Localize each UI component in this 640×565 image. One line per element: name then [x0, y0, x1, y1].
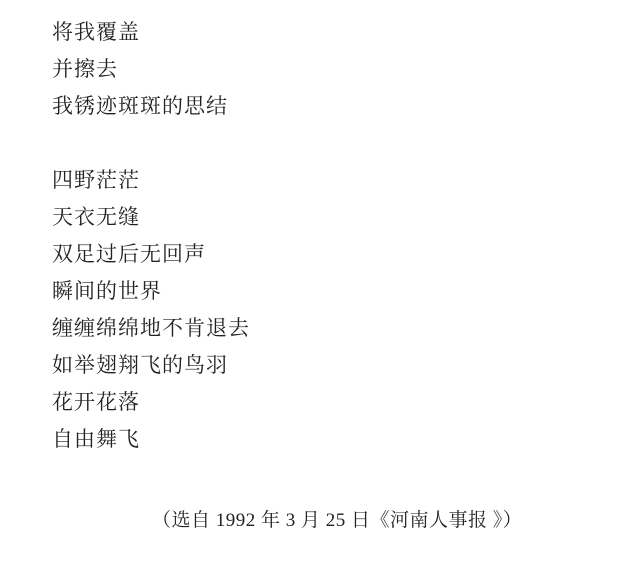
poem-line: 如举翅翔飞的鸟羽: [52, 353, 228, 377]
stanza-2: [52, 162, 600, 458]
source-attribution: （选自 1992 年 3 月 25 日《河南人事报 》）: [152, 510, 523, 531]
poem-line: 瞬间的世界: [52, 279, 162, 303]
poem-body: [52, 14, 600, 458]
poem-line: 花开花落: [52, 390, 140, 414]
poem-line: 双足过后无回声: [52, 242, 206, 266]
stanza-separator: [52, 125, 600, 162]
poem-line: 我锈迹斑斑的思结: [52, 94, 228, 118]
poem-line: 将我覆盖: [52, 20, 140, 44]
poem-line: 四野茫茫: [52, 168, 140, 192]
poem-line: 并擦去: [52, 57, 118, 81]
poem-line: 自由舞飞: [52, 427, 140, 451]
poem-line: 缠缠绵绵地不肯退去: [52, 316, 250, 340]
stanza-1: [52, 14, 600, 125]
poem-line: 天衣无缝: [52, 205, 140, 229]
